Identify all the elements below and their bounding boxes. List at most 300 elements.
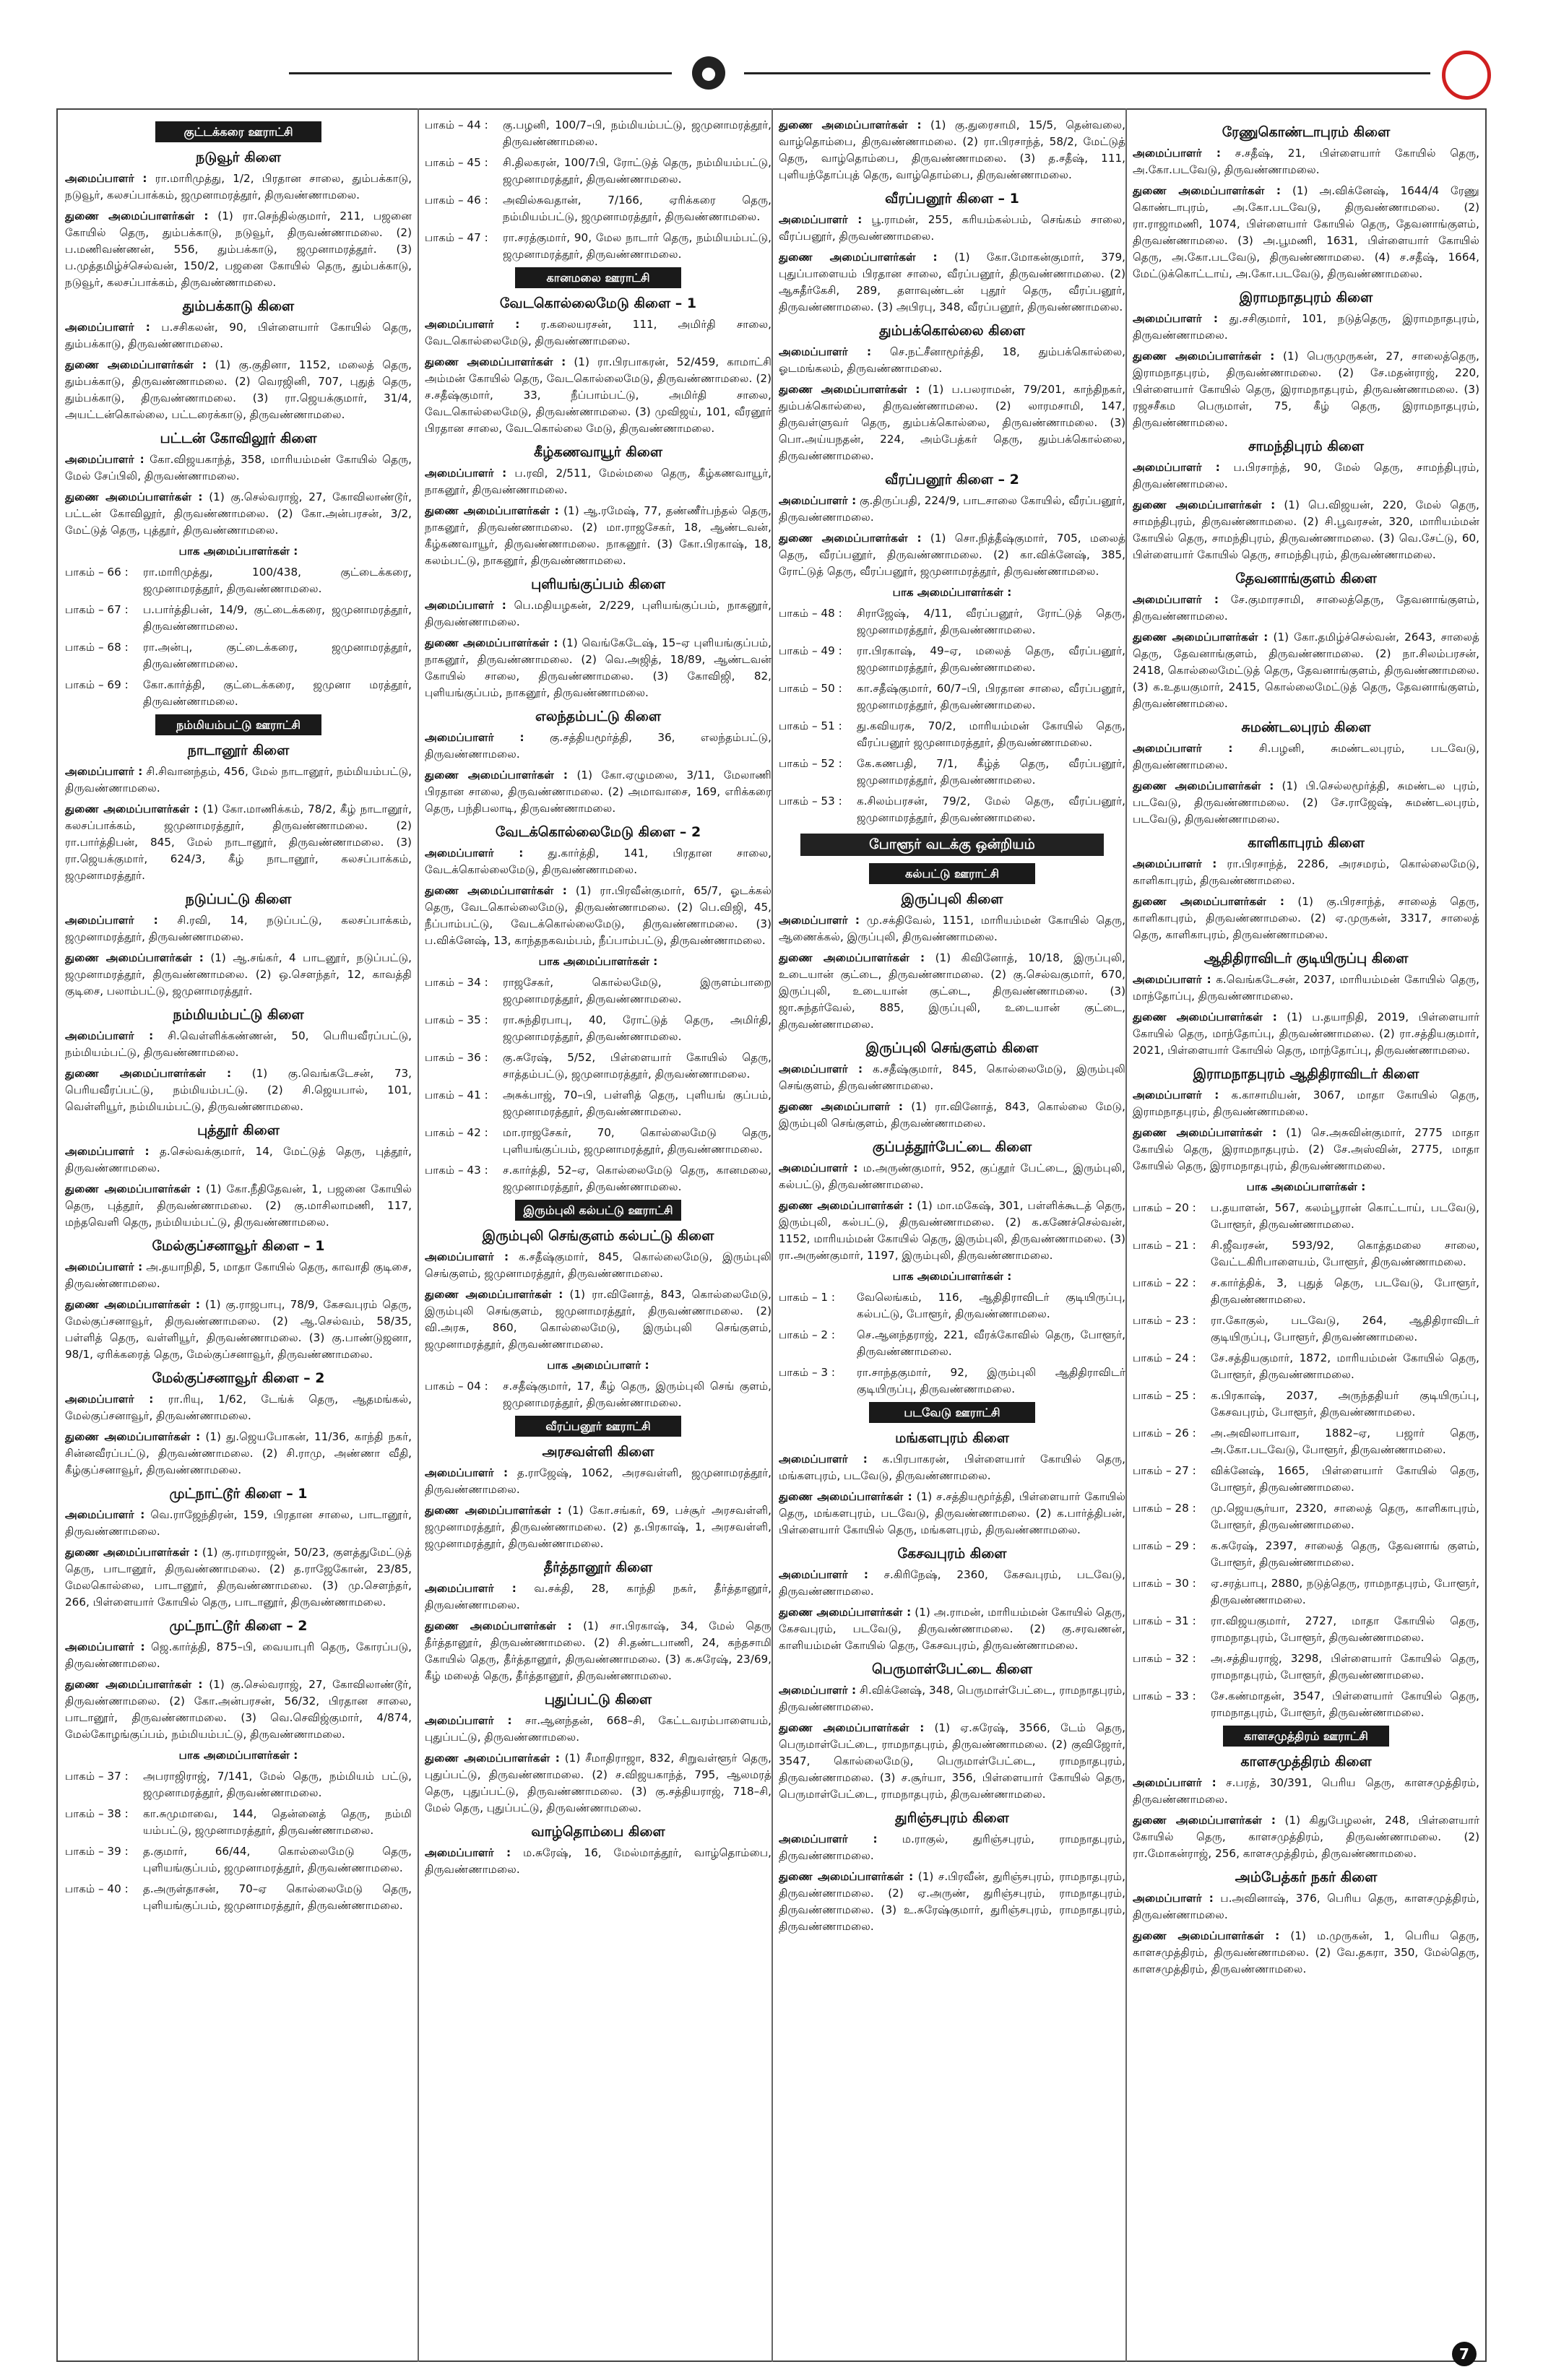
booth-number: பாகம் – 52 : — [779, 757, 842, 770]
branch-heading: சுமண்டலபுரம் கிளை — [1241, 719, 1371, 735]
branch-heading: இருப்புலி கிளை — [901, 891, 1003, 907]
role-label: அமைப்பாளர் : — [1133, 857, 1217, 870]
panchayat-heading: வீரப்பனூர் ஊராட்சி — [515, 1416, 681, 1437]
role-label: அமைப்பாளர் : — [65, 1508, 145, 1521]
page-number: 7 — [1452, 2342, 1477, 2366]
booth-entry — [425, 1012, 772, 1045]
booth-number: பாகம் – 34 : — [425, 976, 488, 989]
organizer-details: க.சதீஷ்குமார், 845, கொல்லைமேடு, இரும்புலி செங்குளம், ஜமுனாமரத்தூர், திருவண்ணாமலை. — [425, 1250, 772, 1280]
organizer-details: ப.சசிகலன், 90, பிள்ளையார் கோயில் தெரு, தும்பக்காடு, திருவண்ணாமலை. — [65, 321, 412, 350]
organizer-details: க.சதீஷ்குமார், 845, கொல்லைமேடு, இரும்புலி செங்குளம், திருவண்ணாமலை. — [779, 1063, 1125, 1092]
branch-heading: தும்பக்கொல்லை கிளை — [879, 323, 1025, 339]
organizer-entry — [779, 1451, 1125, 1484]
branch-heading: கீழ்கணவாயூர் கிளை — [534, 444, 662, 460]
organizer-details: வெ.ராஜேந்திரன், 159, பிரதான சாலை, பாடானூர், திருவண்ணாமலை. — [65, 1508, 412, 1538]
booth-number: பாகம் – 30 : — [1133, 1577, 1196, 1590]
organizer-details: த.செல்வக்குமார், 14, மேட்டுத் தெரு, புத்தூர், திருவண்ணாமலை. — [65, 1145, 412, 1174]
organizer-details: ம.ராகுல், துரிஞ்சபுரம், ராமநாதபுரம், திருவண்ணாமலை. — [779, 1832, 1125, 1862]
role-label: அமைப்பாளர் : — [779, 1063, 863, 1076]
booth-organizer: ரா.கோகுல், படவேடு, 264, ஆதிதிராவிடர் குடியிருப்பு, போளூர், திருவண்ணாமலை. — [1211, 1314, 1479, 1343]
header-rule-left — [289, 72, 672, 74]
booth-organizer: ரா.சாந்தகுமார், 92, இரும்புலி ஆதிதிராவிடர் குடியிருப்பு, திருவண்ணாமலை. — [857, 1366, 1125, 1395]
organizer-entry — [779, 1831, 1125, 1864]
organizer-details: த.ராஜேஷ், 1062, அரசவள்ளி, ஜமுனாமரத்தூர், திருவண்ணாமலை. — [425, 1466, 772, 1496]
organizer-details: (1) கோ.நீதிதேவன், 1, பஜனை கோயில் தெரு, புத்தூர், திருவண்ணாமலை. (2) கு.மாசிலாமணி, 117, மந்தவெளி தெரு, நம்மியம்பட்டு, திருவண்ணாமலை. — [65, 1182, 412, 1229]
booth-entry — [65, 1843, 412, 1877]
organizer-entry — [65, 950, 412, 1000]
booth-organizer: அவில்சுவதான், 7/166, ஏரிக்கரை தெரு, நம்மியம்பட்டு, ஜமுனாமரத்தூர், திருவண்ணாமலை. — [503, 194, 772, 223]
role-label: துணை அமைப்பாளர்கள் : — [779, 1870, 914, 1883]
booth-number: பாகம் – 69 : — [65, 678, 129, 691]
booth-organizer: ப.தயாளன், 567, கலம்பூரான் கொட்டாய், படவேடு, போளூர், திருவண்ணாமலை. — [1211, 1201, 1479, 1231]
organizer-entry — [779, 1720, 1125, 1803]
organizer-details: (1) ச.பிரவீன், துரிஞ்சபுரம், ராமநாதபுரம், திருவண்ணாமலை. (2) ஏ.அருண், துரிஞ்சபுரம், ராமநாதபுரம், திருவண்ணாமலை. (3) உ.சுரேஷ்குமார், துரிஞ்சபுரம், ராமநாதபுரம், திருவண்ணாமலை. — [779, 1870, 1125, 1933]
organizer-details: (1) ரா.பிரபாகரன், 52/459, காமாட்சி அம்மன் கோயில் தெரு, வேடகொல்லைமேடு, திருவண்ணாமலை. (2) ச.சதீஷ்குமார், 33, நீப்பாம்பட்டு, அமிர்தி சாலை, வேடகொல்லைமேடு, திருவண்ணாமலை. (3) முவிஜய், 101, வீரனூர் பிரதான சாலை, வேடகொல்லை மேடு, திருவண்ணாமலை. — [425, 355, 772, 435]
branch-heading: ரேணுகொண்டாபுரம் கிளை — [1222, 124, 1391, 140]
organizer-details: க.பிரபாகரன், பிள்ளையார் கோயில் தெரு, மங்களபுரம், படவேடு, திருவண்ணாமலை. — [779, 1453, 1125, 1482]
organizer-details: (1) சொ.நித்தீஷ்குமார், 705, மலைத் தெரு, வீரப்பனூர், திருவண்ணாமலை. (2) கா.விக்னேஷ், 385, ரோட்டுத் தெரு, வீரப்பனூர், ஜமுனாமரத்தூர், திருவண்ணாமலை. — [779, 532, 1125, 578]
role-label: துணை அமைப்பாளர்கள் : — [425, 1752, 560, 1765]
organizer-entry — [425, 730, 772, 763]
organizer-entry — [65, 1391, 412, 1424]
booth-entry — [779, 718, 1125, 751]
booth-entry — [1133, 1388, 1479, 1421]
role-label: அமைப்பாளர் : — [779, 213, 863, 226]
branch-heading: வீரப்பனூர் கிளை – 1 — [885, 191, 1019, 207]
organizer-details: (1) ம.முருகன், 1, பெரிய தெரு, காளசமுத்திரம், திருவண்ணாமலை. (2) வே.தகரா, 350, மேல்தெரு, காளசமுத்திரம், திருவண்ணாமலை. — [1133, 1929, 1479, 1976]
booth-number: பாகம் – 67 : — [65, 603, 129, 616]
role-label: துணை அமைப்பாளர்கள் : — [1133, 1011, 1277, 1024]
role-label: துணை அமைப்பாளர்கள் : — [1133, 350, 1275, 363]
section-subheading: பாக அமைப்பாளர்கள் : — [892, 1270, 1012, 1283]
booth-number: பாகம் – 36 : — [425, 1051, 488, 1064]
column-divider — [418, 108, 419, 2362]
booth-organizer: செ.ஆனந்தராஜ், 221, வீரக்கோவில் தெரு, போளூர், திருவண்ணாமலை. — [857, 1328, 1125, 1358]
booth-entry — [1133, 1200, 1479, 1233]
organizer-details: (1) கு.பிரசாந்த், சாலைத் தெரு, காளிகாபுரம், திருவண்ணாமலை. (2) ஏ.முருகன், 3317, சாலைத் தெரு, காளிகாபுரம், திருவண்ணாமலை. — [1133, 895, 1479, 941]
booth-number: பாகம் – 28 : — [1133, 1502, 1196, 1515]
organizer-details: (1) செ.அசுவின்குமார், 2775 மாதா கோயில் தெரு, இராமநாதபுரம். (2) சே.அஸ்வின், 2775, மாதா கோயில் தெரு, இராமநாதபுரம், திருவண்ணாமலை. — [1133, 1126, 1479, 1172]
organizer-details: (1) கு.ராஜபாபு, 78/9, கேசவபுரம் தெரு, மேல்குப்சனாவூர், திருவண்ணாமலை. (2) ஆ.செல்வம், 58/35, பள்ளித் தெரு, வள்ளியூர், திருவண்ணாமலை. (3) கு.பாண்டுஜனா, 98/1, ஏரிக்கரைத் தெரு, மேல்குப்சனாவூர், திருவண்ணாமலை. — [65, 1298, 412, 1361]
organizer-entry — [65, 1028, 412, 1061]
role-label: அமைப்பாளர் : — [779, 1568, 868, 1581]
organizer-entry — [65, 208, 412, 291]
organizer-entry — [65, 357, 412, 423]
organizer-details: மு.சக்திவேல், 1151, மாரியம்மன் கோயில் தெரு, ஆணைக்கல், இருப்புலி, திருவண்ணாமலை. — [779, 914, 1125, 943]
organizer-details: (1) ப.தயாநிதி, 2019, பிள்ளையார் கோயில் தெரு, மாந்தோப்பு, திருவண்ணாமலை. (2) ரா.சத்தியகுமார், 2021, பிள்ளையார் கோயில் தெரு, மாந்தோப்பு, திருவண்ணாமலை. — [1133, 1011, 1479, 1057]
booth-organizer: க.பிரகாஷ், 2037, அருந்ததியர் குடியிருப்பு, கேசவபுரம், போளூர், திருவண்ணாமலை. — [1211, 1389, 1479, 1419]
organizer-details: ர.கலையரசன், 111, அமிர்தி சாலை, வேடகொல்லைமேடு, திருவண்ணாமலை. — [425, 318, 772, 347]
organizer-details: (1) ரா.செந்தில்குமார், 211, பஜனை கோயில் தெரு, தும்பக்காடு, நடுவூர், திருவண்ணாமலை. (2) ப.மணிவண்ணன், 556, தும்பக்காடு, ஜமுனாமரத்தூர். (3) ப.முத்தமிழ்ச்செல்வன், 150/2, பஜனை கோயில் தெரு, தும்பக்காடு, நடுவூர், கலசப்பாக்கம், திருவண்ணாமலை. — [65, 209, 412, 289]
role-label: துணை அமைப்பாளர்கள் : — [779, 1721, 925, 1734]
booth-organizer: த.குமார், 66/44, கொல்லைமேடு தெரு, புளியங்குப்பம், ஜமுனாமரத்தூர், திருவண்ணாமலை. — [143, 1845, 412, 1874]
role-label: துணை அமைப்பாளர்கள் : — [779, 1199, 913, 1212]
column-divider — [772, 108, 773, 2362]
organizer-details: ச.பரத், 30/391, பெரிய தெரு, காளசமுத்திரம், திருவண்ணாமலை. — [1133, 1776, 1479, 1806]
booth-organizer: விக்னேஷ், 1665, பிள்ளையார் கோயில் தெரு, போளூர், திருவண்ணாமலை. — [1211, 1464, 1479, 1494]
organizer-entry — [65, 1143, 412, 1177]
booth-entry — [779, 1364, 1125, 1398]
role-label: அமைப்பாளர் : — [425, 731, 524, 744]
booth-number: பாகம் – 32 : — [1133, 1652, 1196, 1665]
booth-number: பாகம் – 22 : — [1133, 1276, 1196, 1289]
role-label: துணை அமைப்பாளர்கள் : — [425, 769, 568, 782]
booth-number: பாகம் – 29 : — [1133, 1539, 1196, 1552]
booth-number: பாகம் – 3 : — [779, 1366, 836, 1379]
role-label: துணை அமைப்பாளர்கள் : — [1133, 184, 1281, 197]
section-subheading: பாக அமைப்பாளர்கள் : — [538, 955, 658, 968]
organizer-entry — [65, 1065, 412, 1115]
organizer-details: ப.ரவி, 2/511, மேல்மலை தெரு, கீழ்கணவாயூர், நாகனூர், திருவண்ணாமலை. — [425, 467, 772, 496]
branch-heading: குப்பத்தூர்பேட்டை கிளை — [872, 1139, 1032, 1155]
booth-entry — [425, 1162, 772, 1195]
role-label: அமைப்பாளர் : — [425, 318, 520, 331]
booth-entry — [65, 1881, 412, 1914]
booth-number: பாகம் – 1 : — [779, 1291, 836, 1304]
section-subheading: பாக அமைப்பாளர்கள் : — [178, 1749, 298, 1762]
organizer-entry — [1133, 893, 1479, 943]
booth-organizer: சிராஜேஷ், 4/11, வீரப்பனூர், ரோட்டுத் தெரு, ஜமுனாமரத்தூர், திருவண்ணாமலை. — [857, 607, 1125, 636]
booth-entry — [1133, 1688, 1479, 1721]
organizer-entry — [425, 1713, 772, 1746]
organizer-details: (1) ரா.வினோத், 843, கொல்லைமேடு, இரும்புலி செங்குளம், ஜமுனாமரத்தூர், திருவண்ணாமலை. (2) வி.அரசு, 860, கொல்லைமேடு, இரும்புலி செங்குளம், ஜமுனாமரத்தூர், திருவண்ணாமலை. — [425, 1288, 772, 1351]
branch-heading: மேல்குப்சனாவூர் கிளை – 1 — [152, 1238, 325, 1254]
branch-heading: பட்டன் கோவிலூர் கிளை — [160, 430, 317, 446]
organizer-entry — [1133, 1087, 1479, 1120]
role-label: அமைப்பாளர் : — [425, 1846, 511, 1859]
booth-entry — [425, 155, 772, 188]
booth-entry — [65, 1806, 412, 1839]
booth-organizer: மு.ஜெயசூர்யா, 2320, சாலைத் தெரு, காளிகாபுரம், போளூர், திருவண்ணாமலை. — [1211, 1502, 1479, 1531]
booth-organizer: க.சுரேஷ், 2397, சாலைத் தெரு, தேவனாங் குளம், போளூர், திருவண்ணாமலை. — [1211, 1539, 1479, 1569]
organizer-details: (1) சா.பிரகாஷ், 34, மேல் தெரு தீர்த்தானூர், திருவண்ணாமலை. (2) சி.தண்டபாணி, 24, கந்தசாமி கோயில் தெரு, தீர்த்தானூர், திருவண்ணாமலை. (3) க.சுரேஷ், 23/69, கீழ் மலைத் தெரு, தீர்த்தானூர், திருவண்ணாமலை. — [425, 1619, 772, 1682]
role-label: துணை அமைப்பாளர்கள் : — [425, 1619, 572, 1632]
organizer-details: (1) பி.செல்லமூர்த்தி, சுமண்டல புரம், படவேடு, திருவண்ணாமலை. (2) சே.ராஜேஷ், சுமண்டலபுரம், படவேடு, திருவண்ணாமலை. — [1133, 779, 1479, 826]
booth-number: பாகம் – 49 : — [779, 644, 842, 657]
branch-heading: காளசமுத்திரம் கிளை — [1240, 1754, 1372, 1770]
organizer-entry — [65, 1259, 412, 1292]
booth-organizer: ச.கார்த்தி, 52–ஏ, கொல்லைமேடு தெரு, கானமலை, ஜமுனாமரத்தூர், திருவண்ணாமலை. — [503, 1164, 772, 1193]
role-label: துணை அமைப்பாளர்கள் : — [425, 355, 566, 368]
branch-heading: பெருமாள்பேட்டை கிளை — [871, 1661, 1033, 1677]
organizer-entry — [425, 1286, 772, 1353]
organizer-entry — [779, 493, 1125, 526]
section-subheading: பாக அமைப்பாளர்கள் : — [892, 586, 1012, 599]
booth-organizer: ரா.சுந்திரபாபு, 40, ரோட்டுத் தெரு, அமிர்தி, ஜமுனாமரத்தூர், திருவண்ணாமலை. — [503, 1013, 772, 1043]
organizer-entry — [1133, 1928, 1479, 1978]
organizer-entry — [425, 354, 772, 437]
organizer-details: ரா.ரியு, 1/62, டேங்க் தெரு, ஆதமங்கல், மேல்குப்சனாவூர், திருவண்ணாமலை. — [65, 1393, 412, 1422]
booth-number: பாகம் – 46 : — [425, 194, 488, 207]
organizer-details: கு.சத்தியமூர்த்தி, 36, எலந்தம்பட்டு, திருவண்ணாமலை. — [425, 731, 772, 761]
branch-heading: இருப்புலி செங்குளம் கிளை — [865, 1040, 1039, 1056]
booth-number: பாகம் – 42 : — [425, 1126, 488, 1139]
role-label: அமைப்பாளர் : — [65, 453, 144, 466]
booth-organizer: கு.சுரேஷ், 5/52, பிள்ளையார் கோயில் தெரு, சாத்தம்பட்டு, ஜமுனாமரத்தூர், திருவண்ணாமலை. — [503, 1051, 772, 1081]
organizer-entry — [779, 1099, 1125, 1132]
organizer-details: சி.விக்னேஷ், 348, பெருமாள்பேட்டை, ராமநாதபுரம், திருவண்ணாமலை. — [779, 1684, 1125, 1713]
organizer-entry — [779, 1869, 1125, 1935]
organizer-entry — [1133, 1890, 1479, 1924]
organizer-entry — [1133, 1125, 1479, 1174]
panchayat-heading: கல்பட்டு ஊராட்சி — [869, 863, 1035, 884]
booth-entry — [779, 680, 1125, 714]
branch-heading: புதுப்பட்டு கிளை — [544, 1692, 652, 1708]
booth-number: பாகம் – 31 : — [1133, 1614, 1196, 1627]
organizer-details: (1) கு.துரைசாமி, 15/5, தென்வலை, வாழ்தொம்பை, திருவண்ணாமலை. (2) ரா.பிரசாந்த், 58/2, மேட்டுத் தெரு, வாழ்தொம்பை, திருவண்ணாமலை. (3) த.சதீஷ், 111, புளியந்தோப்புத் தெரு, வாழ்தொம்பை, திருவண்ணாமலை. — [779, 118, 1125, 181]
organizer-details: (1) கிதுபேழலன், 248, பிள்ளையார் கோயில் தெரு, காளசமுத்திரம், திருவண்ணாமலை. (2) ரா.மோகன்ராஜ், 256, காளசமுத்திரம், திருவண்ணாமலை. — [1133, 1814, 1479, 1860]
booth-entry — [779, 756, 1125, 789]
booth-organizer: கா.சுமுமாவை, 144, தென்னைத் தெரு, நம்மி யம்பட்டு, ஜமுனாமரத்தூர், திருவண்ணாமலை. — [143, 1807, 412, 1837]
booth-entry — [1133, 1650, 1479, 1684]
organizer-details: து.சசிகுமார், 101, நடுத்தெரு, இராமநாதபுரம், திருவண்ணாமலை. — [1133, 312, 1479, 342]
booth-organizer: சி.ஜீவரசன், 593/92, கொத்தமலை சாலை, வேட்டகிரிபாளையம், போளூர், திருவண்ணாமலை. — [1211, 1239, 1479, 1268]
organizer-entry — [65, 319, 412, 352]
booth-number: பாகம் – 24 : — [1133, 1351, 1196, 1364]
organizer-entry — [1133, 778, 1479, 828]
branch-heading: தும்பக்காடு கிளை — [182, 298, 295, 314]
booth-number: பாகம் – 44 : — [425, 118, 488, 131]
booth-organizer: ரா.விஜயகுமார், 2727, மாதா கோயில் தெரு, ராமநாதபுரம், போளூர், திருவண்ணாமலை. — [1211, 1614, 1479, 1644]
organizer-entry — [425, 767, 772, 817]
role-label: துணை அமைப்பாளர்கள் : — [425, 884, 567, 897]
organizer-entry — [779, 1489, 1125, 1539]
column-4 — [1133, 117, 1479, 2356]
organizer-entry — [1133, 629, 1479, 712]
organizer-details: (1) கோ.ஏழுமலை, 3/11, மேலாணி பிரதான சாலை, திருவண்ணாமலை. (2) அமாவாசை, 169, எரிக்கரை தெரு, பந்திபலாடி, திருவண்ணாமலை. — [425, 769, 772, 815]
organizer-details: (1) கோ.தமிழ்ச்செல்வன், 2643, சாலைத் தெரு, தேவனாங்குளம், திருவண்ணாமலை. (2) நா.சிலம்பரசன், 2418, கொல்லைமேட்டுத் தெரு, தேவனாங்குளம், திருவண்ணாமலை. (3) க.உதயகுமார், 2415, கொல்லைமேட்டுத் தெரு, தேவனாங்குளம், திருவண்ணாமலை. — [1133, 631, 1479, 710]
booth-organizer: ஏ.சரத்பாபு, 2880, நடுத்தெரு, ராமநாதபுரம், போளூர், திருவண்ணாமலை. — [1211, 1577, 1479, 1606]
role-label: துணை அமைப்பாளர்கள் : — [65, 1546, 199, 1559]
organizer-entry — [65, 451, 412, 485]
organizer-entry — [1133, 856, 1479, 889]
booth-entry — [425, 1378, 772, 1411]
booth-entry — [1133, 1575, 1479, 1609]
organizer-entry — [425, 465, 772, 498]
booth-number: பாகம் – 04 : — [425, 1380, 488, 1393]
organizer-entry — [65, 1181, 412, 1231]
header-rule-right — [744, 72, 1430, 74]
organizer-entry — [65, 1297, 412, 1363]
organizer-entry — [65, 912, 412, 945]
role-label: அமைப்பாளர் : — [425, 467, 507, 480]
role-label: அமைப்பாளர் : — [1133, 973, 1211, 986]
booth-organizer: வேலெங்கம், 116, ஆதிதிராவிடர் குடியிருப்பு, கல்பட்டு, போளூர், திருவண்ணாமலை. — [857, 1291, 1125, 1320]
branch-heading: வேடக்கொல்லைமேடு கிளை – 2 — [495, 824, 701, 840]
role-label: துணை அமைப்பாளர்கள் : — [779, 1490, 912, 1503]
branch-heading: கேசவபுரம் கிளை — [897, 1546, 1007, 1562]
organizer-details: (1) ரா.பிரவீன்குமார், 65/7, ஓடக்கல் தெரு, வேடகொல்லைமேடு, திருவண்ணாமலை. (2) பெ.விஜி, 45, நீப்பாம்பட்டு, வேடக்கொல்லைமேடு, திருவண்ணாமலை. (3) ப.விக்னேஷ், 13, காந்தநகவம்பம், நீப்பாம்பட்டு, திருவண்ணாமலை. — [425, 884, 772, 947]
role-label: துணை அமைப்பாளர்கள் : — [65, 358, 207, 371]
panchayat-heading: நம்மியம்பட்டு ஊராட்சி — [155, 714, 321, 735]
organizer-entry — [425, 1465, 772, 1498]
booth-entry — [1133, 1500, 1479, 1533]
booth-entry — [1133, 1237, 1479, 1271]
section-subheading: பாக அமைப்பாளர்கள் : — [1246, 1180, 1366, 1193]
role-label: துணை அமைப்பாளர்கள் : — [1133, 498, 1276, 511]
role-label: துணை அமைப்பாளர்கள் : — [425, 504, 559, 517]
role-label: அமைப்பாளர் : — [425, 1466, 509, 1479]
booth-number: பாகம் – 21 : — [1133, 1239, 1196, 1252]
organizer-details: (1) கு.வெங்கடேசன், 73, பெரியவீரப்பட்டு, நம்மியம்பட்டு. (2) சி.ஜெயபால், 101, வெள்ளியூர், நம்மியம்பட்டு, திருவண்ணாமலை. — [65, 1067, 412, 1113]
booth-organizer: அபராஜிராஜ், 7/141, மேல் தெரு, நம்மியம் பட்டு, ஜமுனாமரத்தூர், திருவண்ணாமலை. — [143, 1770, 412, 1799]
booth-entry — [1133, 1538, 1479, 1571]
role-label: அமைப்பாளர் : — [779, 1161, 858, 1174]
booth-number: பாகம் – 38 : — [65, 1807, 129, 1820]
panchayat-heading: இரும்புலி கல்பட்டு ஊராட்சி — [515, 1200, 681, 1221]
booth-entry — [425, 117, 772, 150]
role-label: அமைப்பாளர் : — [425, 1250, 509, 1263]
organizer-entry — [779, 381, 1125, 464]
booth-number: பாகம் – 48 : — [779, 607, 842, 620]
booth-entry — [425, 230, 772, 263]
role-label: அமைப்பாளர் : — [1133, 1892, 1214, 1905]
organizer-details: ப.பிரசாந்த், 90, மேல் தெரு, சாமந்திபுரம், திருவண்ணாமலை. — [1133, 461, 1479, 490]
booth-number: பாகம் – 26 : — [1133, 1427, 1196, 1440]
organizer-details: (1) அ.விக்னேஷ், 1644/4 ரேணு கொண்டாபுரம், அ.கோ.படவேடு, திருவண்ணாமலை. (2) ரா.ராஜாமணி, 1074, பிள்ளையார் கோயில் தெரு, தேவனாங்குளம், திருவண்ணாமலை. (3) அ.பூமணி, 1631, பிள்ளையார் கோயில் தெரு, அ.கோ.படவேடு, திருவண்ணாமலை. (4) ச.சதீஷ், 1664, மேட்டுக்கொட்டாய், அ.கோ.படவேடு, திருவண்ணாமலை. — [1133, 184, 1479, 280]
role-label: துணை அமைப்பாளர்கள் : — [65, 1298, 200, 1311]
booth-number: பாகம் – 39 : — [65, 1845, 129, 1858]
booth-entry — [779, 1289, 1125, 1323]
organizer-details: அ.தயாநிதி, 5, மாதா கோயில் தெரு, காவாதி குடிசை, திருவண்ணாமலை. — [65, 1260, 412, 1290]
branch-heading: நடுவூர் கிளை — [196, 150, 281, 165]
role-label: துணை அமைப்பாளர்கள் : — [1133, 1814, 1276, 1827]
branch-heading: ஆதிதிராவிடர் குடியிருப்பு கிளை — [1203, 951, 1409, 966]
organizer-entry — [779, 249, 1125, 316]
booth-entry — [779, 605, 1125, 639]
organizer-details: (1) கோ.சங்கர், 69, பச்சூர் அரசவள்ளி, ஜமுனாமரத்தூர், திருவண்ணாமலை. (2) த.பிரகாஷ், 1, அரசவள்ளி, ஜமுனாமரத்தூர், திருவண்ணாமலை. — [425, 1504, 772, 1550]
role-label: துணை அமைப்பாளர்கள் : — [779, 532, 922, 545]
role-label: அமைப்பாளர் : — [779, 914, 860, 927]
booth-organizer: ச.கார்த்திக், 3, புதுத் தெரு, படவேடு, போளூர், திருவண்ணாமலை. — [1211, 1276, 1479, 1306]
role-label: அமைப்பாளர் : — [1133, 147, 1221, 160]
organizer-details: (1) கோ.மாணிக்கம், 78/2, கீழ் நாடானூர், கலசப்பாக்கம், ஜமுனாமரத்தூர், திருவண்ணாமலை. (2) ரா.பார்த்திபன், 845, மேல் நாடானூர், திருவண்ணாமலை. (3) ரா.ஜெயக்குமார், 624/3, கீழ் நாடானூர், கலசப்பாக்கம், ஜமுனாமரத்தூர். — [65, 802, 412, 882]
role-label: அமைப்பாளர் : — [779, 1832, 878, 1845]
booth-entry — [425, 1125, 772, 1158]
organizer-entry — [1133, 1812, 1479, 1862]
organizer-entry — [1133, 1775, 1479, 1808]
booth-organizer: கோ.கார்த்தி, குட்டைக்கரை, ஜமுனா மரத்தூர், திருவண்ணாமலை. — [143, 678, 412, 708]
branch-heading: மேல்குப்சனாவூர் கிளை – 2 — [152, 1370, 325, 1386]
role-label: துணை அமைப்பாளர்கள் : — [425, 1504, 562, 1517]
role-label: அமைப்பாளர் : — [65, 321, 150, 334]
organizer-entry — [425, 845, 772, 878]
organizer-details: ரா.பிரசாந்த், 2286, அரசமரம், கொல்லைமேடு, காளிகாபுரம், திருவண்ணாமலை. — [1133, 857, 1479, 887]
role-label: துணை அமைப்பாளர்கள் : — [779, 951, 925, 964]
booth-number: பாகம் – 68 : — [65, 641, 129, 654]
organizer-details: (1) கிவினோத், 10/18, இருப்புலி, உடையான் குட்டை, திருவண்ணாமலை. (2) கு.செல்வகுமார், 670, இருப்புலி, உடையான் குட்டை, திருவண்ணாமலை. (3) ஜா.சுந்தர்வேல், 885, இருப்புலி, உடையான் குட்டை, திருவண்ணாமலை. — [779, 951, 1125, 1031]
role-label: அமைப்பாளர் : — [425, 599, 506, 612]
booth-number: பாகம் – 53 : — [779, 795, 842, 808]
organizer-details: ம.சுரேஷ், 16, மேல்மாத்தூர், வாழ்தொம்பை, திருவண்ணாமலை. — [425, 1846, 772, 1876]
organizer-details: க.காசாமியன், 3067, மாதா கோயில் தெரு, இராமநாதபுரம், திருவண்ணாமலை. — [1133, 1089, 1479, 1118]
organizer-entry — [1133, 459, 1479, 493]
organizer-entry — [1133, 348, 1479, 431]
organizer-entry — [1133, 1009, 1479, 1059]
booth-organizer: சே.கண்மாதன், 3547, பிள்ளையார் கோயில் தெரு, ராமநாதபுரம், போளூர், திருவண்ணாமலை. — [1211, 1689, 1479, 1719]
organizer-entry — [779, 1567, 1125, 1600]
booth-entry — [425, 192, 772, 225]
role-label: துணை அமைப்பாளர்கள் : — [1133, 895, 1284, 908]
role-label: துணை அமைப்பாளர்கள் : — [65, 490, 203, 503]
role-label: துணை அமைப்பாளர்கள் : — [65, 1182, 201, 1195]
organizer-entry — [425, 316, 772, 350]
organizer-details: சே.குமாரசாமி, சாலைத்தெரு, தேவனாங்குளம், திருவண்ணாமலை. — [1133, 593, 1479, 623]
organizer-details: (1) கு.செல்வராஜ், 27, கோவிலாண்டூர், பட்டன் கோவிலூர், திருவண்ணாமலை. (2) கோ.அன்பரசன், 3/2, மேட்டுத் தெரு, புத்தூர், திருவண்ணாமலை. — [65, 490, 412, 537]
role-label: துணை அமைப்பாளர்கள் : — [65, 1430, 201, 1443]
organizer-details: (1) பெ.விஜயன், 220, மேல் தெரு, சாமந்திபுரம், திருவண்ணாமலை. (2) சி.பூவரசன், 320, மாரியம்மன் கோயில் தெரு, சாமந்திபுரம், திருவண்ணாமலை. (3) வெ.சேட்டு, 60, பிள்ளையார் கோயில் தெரு, சாமந்திபுரம், திருவண்ணாமலை. — [1133, 498, 1479, 561]
branch-heading: இரும்புலி செங்குளம் கல்பட்டு கிளை — [482, 1228, 714, 1244]
organizer-details: (1) து.ஜெயபோகன், 11/36, காந்தி நகர், சின்னவீரப்பட்டு, திருவண்ணாமலை. (2) சி.ராமு, அண்ணா வீதி, கீழ்குப்சனாவூர், திருவண்ணாமலை. — [65, 1430, 412, 1476]
role-label: அமைப்பாளர் : — [779, 1684, 857, 1697]
organizer-details: (1) ஆ.சங்கர், 4 பாடனூர், நடுப்பட்டு, ஜமுனாமரத்தூர், திருவண்ணாமலை. (2) ஒ.சௌந்தர், 12, காவத்தி குடிசை, பலாம்பட்டு, ஜமுனாமரத்தூர். — [65, 951, 412, 998]
role-label: அமைப்பாளர் : — [1133, 1776, 1216, 1789]
booth-organizer: க.சிலம்பரசன், 79/2, மேல் தெரு, வீரப்பனூர், ஜமுனாமரத்தூர், திருவண்ணாமலை. — [857, 795, 1125, 824]
branch-heading: எலந்தம்பட்டு கிளை — [535, 709, 661, 724]
branch-heading: புத்தூர் கிளை — [197, 1122, 280, 1138]
role-label: துணை அமைப்பாளர்கள் : — [779, 251, 938, 264]
booth-entry — [1133, 1463, 1479, 1496]
organizer-entry — [65, 1676, 412, 1743]
branch-heading: தீர்த்தானூர் கிளை — [543, 1559, 653, 1575]
organizer-details: ஜெ.கார்த்தி, 875–பி, வையாபுரி தெரு, கோரப்படு, திருவண்ணாமலை. — [65, 1640, 412, 1670]
organizer-details: கோ.விஜயகாந்த், 358, மாரியம்மன் கோயில் தெரு, மேல் சேப்பிலி, திருவண்ணாமலை. — [65, 453, 412, 483]
organizer-entry — [65, 1507, 412, 1540]
organizer-entry — [1133, 497, 1479, 563]
booth-entry — [425, 1050, 772, 1083]
organizer-entry — [425, 597, 772, 631]
organizer-details: (1) பெருமுருகன், 27, சாலைத்தெரு, இராமநாதபுரம், திருவண்ணாமலை. (2) சே.மதன்ராஜ், 220, பிள்ளையார் கோயில் தெரு, இராமநாதபுரம், திருவண்ணாமலை. (3) ரஜசசீகம பெருமாள், 75, கீழ் தெரு, இராமநாதபுரம், திருவண்ணாமலை. — [1133, 350, 1479, 429]
organizer-entry — [779, 530, 1125, 580]
organizer-entry — [779, 912, 1125, 945]
booth-number: பாகம் – 33 : — [1133, 1689, 1196, 1702]
booth-number: பாகம் – 50 : — [779, 682, 842, 695]
branch-heading: வேடகொல்லைமேடு கிளை – 1 — [499, 295, 697, 311]
booth-entry — [779, 1327, 1125, 1360]
role-label: துணை அமைப்பாளர்கள் : — [65, 1678, 203, 1691]
section-subheading: பாக அமைப்பாளர் : — [547, 1359, 649, 1372]
organizer-details: (1) சீமாதிராஜா, 832, சிறுவள்ளூர் தெரு, புதுப்பட்டு, திருவண்ணாமலை. (2) ச.விஜயகாந்த், 795, ஆலமரத் தெரு, புதுப்பட்டு, திருவண்ணாமலை. (3) கு.சத்தியராஜ், 718–சி, மேல் தெரு, புதுப்பட்டு, திருவண்ணாமலை. — [425, 1752, 772, 1814]
booth-entry — [65, 639, 412, 672]
organizer-entry — [1133, 592, 1479, 625]
organizer-details: பெ.மதியழகன், 2/229, புளியங்குப்பம், நாகனூர், திருவண்ணாமலை. — [425, 599, 772, 628]
booth-entry — [1133, 1312, 1479, 1346]
organizer-details: ரா.மாரிமுத்து, 1/2, பிரதான சாலை, தும்பக்காடு, நடுவூர், கலசப்பாக்கம், ஜமுனாமரத்தூர், திருவண்ணாமலை. — [65, 172, 412, 202]
booth-organizer: ரா.அன்பு, குட்டைக்கரை, ஜமுனாமரத்தூர், திருவண்ணாமலை. — [143, 641, 412, 670]
panchayat-heading: காளசமுத்திரம் ஊராட்சி — [1223, 1726, 1389, 1747]
booth-organizer: ரா.மாரிமுத்து, 100/438, குட்டைக்கரை, ஜமுனாமரத்தூர், திருவண்ணாமலை. — [143, 566, 412, 595]
booth-number: பாகம் – 23 : — [1133, 1314, 1196, 1327]
branch-heading: காளிகாபுரம் கிளை — [1248, 835, 1365, 851]
organizer-details: (1) வெங்கேடேஷ், 15–ஏ புளியங்குப்பம், நாகனூர், திருவண்ணாமலை. (2) வெ.அஜித், 18/89, ஆண்டவன் கோயில் சாலை, திருவண்ணாமலை. (3) கோவிஜி, 82, புளியங்குப்பம், நாகனூர், திருவண்ணாமலை. — [425, 636, 772, 699]
organizer-details: செ.நட்சீனாமூர்த்தி, 18, தும்பக்கொல்லை, ஓடமங்கலம், திருவண்ணாமலை. — [779, 345, 1125, 375]
organizer-details: சி.வெள்ளிக்கண்ணன், 50, பெரியவீரப்பட்டு, நம்மியம்பட்டு, திருவண்ணாமலை. — [65, 1029, 412, 1059]
branch-heading: தேவனாங்குளம் கிளை — [1235, 571, 1377, 587]
organizer-details: (1) ஆ.ரமேஷ், 77, தண்ணீர்பந்தல் தெரு, நாகனூர், திருவண்ணாமலை. (2) மா.ராஜசேகர், 18, ஆண்டவன், கீழ்கணவாயூர், திருவண்ணாமலை. நாகனூர். (3) கோ.பிரகாஷ், 18, கலம்பட்டு, நாகனூர், திருவண்ணாமலை. — [425, 504, 772, 567]
organizer-entry — [425, 503, 772, 569]
role-label: அமைப்பாளர் : — [779, 1453, 868, 1466]
organizer-details: (1) கோ.மோகன்குமார், 379, புதுப்பாளையம் பிரதான சாலை, வீரப்பனூர், திருவண்ணாமலை. (2) ஆசுதீர்கேசி, 289, தளாவுண்டன் புதூர் தெரு, வீரப்பனூர், திருவண்ணாமலை. (3) அபிரபு, 348, வீரப்பனூர், திருவண்ணாமலை. — [779, 251, 1125, 313]
organizer-entry — [425, 1750, 772, 1817]
booth-number: பாகம் – 47 : — [425, 231, 488, 244]
branch-heading: முட்நாட்டூர் கிளை – 1 — [169, 1486, 308, 1502]
branch-heading: இராமநாதபுரம் கிளை — [1239, 290, 1373, 306]
branch-heading: துரிஞ்சபுரம் கிளை — [895, 1810, 1009, 1826]
booth-entry — [1133, 1275, 1479, 1308]
panchayat-heading: குட்டக்கரை ஊராட்சி — [155, 121, 321, 142]
role-label: துணை அமைப்பாளர்கள் : — [65, 951, 204, 964]
booth-entry — [1133, 1613, 1479, 1646]
